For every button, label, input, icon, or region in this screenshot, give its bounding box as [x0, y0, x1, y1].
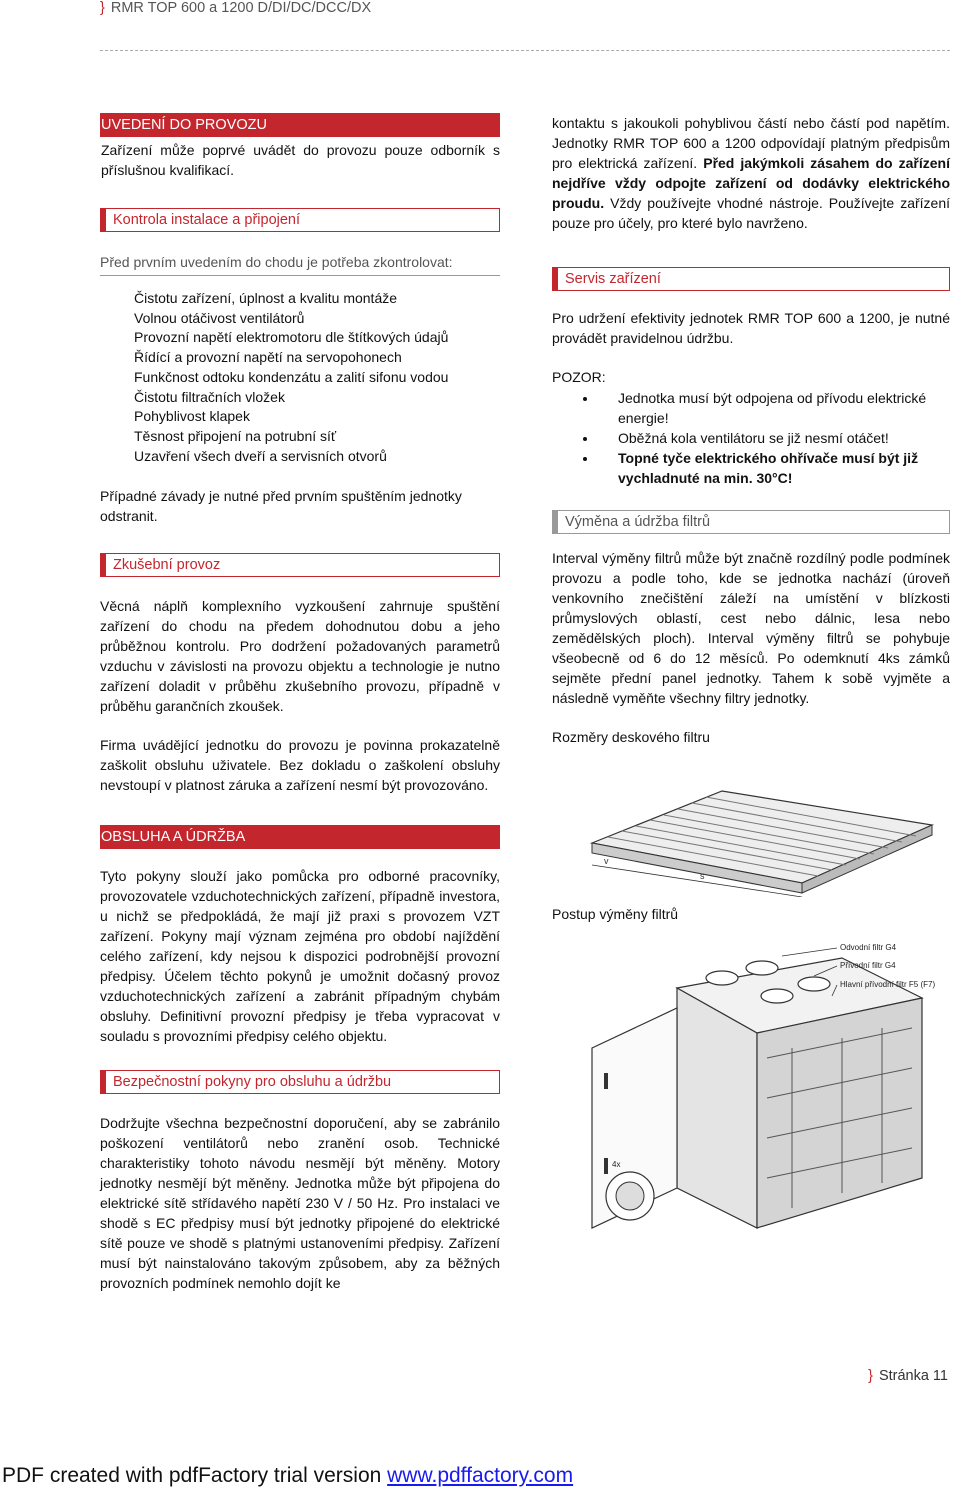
service-text: Pro udržení efektivity jednotek RMR TOP 600 a 1200, je nutné provádět pravidelnou údržbu. [552, 310, 950, 346]
pdf-footer-text: PDF created with pdfFactory trial version [2, 1464, 388, 1487]
filter-exchange-text: Interval výměny filtrů může být značně rozdílný podle podmínek provozu a podle toho, kde se jednotka nachází (úroveň venkovního znečištění záleží na umístění v blízkosti průmyslových oblastí, cest nebo dálnic, lesa nebo zemědělských ploch). Interval výměny filtrů se pohybuje všeobecně od 6 do 12 měsíců. Po odemknutí 4ks zámků sejměte přední panel jednotky. Tahem k sobě vyjměte a následně vyměňte všechny filtry jednotky. [552, 550, 950, 706]
training-text: Firma uvádějící jednotku do provozu je povinna prokazatelně zaškolit obsluhu uživatele. Bez dokladu o zaškolení obsluhy nevstoupí v platnost záruka a zařízení nesmí být provozováno. [100, 737, 500, 794]
header-bracket: } [100, 0, 105, 16]
unit-drawing [552, 938, 950, 1238]
operation-maintenance-text: Tyto pokyny slouží jako pomůcka pro odborné pracovníky, provozovatele vzduchotechnických zařízení, případně investora, u nichž se předpokládá, že mají již praxi s provozem VZT zařízení. Pokyny mají význam zejména pro období najíždění celého zařízení, kdy nejsou k dispozici podrobnější provozní předpisy. Účelem těchto pokynů je umožnit dočasný provoz vzduchotechnických zařízení a zabránit případným chybám obsluhy. Definitivní provozní předpisy je třeba vypracovat v souladu s provozními předpisy celého objektu. [100, 868, 500, 1045]
page-number [868, 1368, 948, 1384]
right-column [552, 113, 950, 1238]
subheading-safety: Bezpečnostní pokyny pro obsluhu a údržbu [100, 1070, 500, 1094]
warning-item: • Topné tyče elektrického ohřívače musí být již vychladnuté na min. 30°C! [598, 448, 950, 488]
safety-text: Dodržujte všechna bezpečnostní doporučení, aby se zabránilo poškození ventilátorů nebo zranění osob. Technické charakteristiky tohoto návodu nesmějí být měněny. Motory jednotky nesmějí být měněny. Jednotka může být připojena do elektrické sítě střídavého napětí 230 V / 50 Hz. Pro instalaci ve shodě s EC předpisy musí být jednotky připojené do elektrické sítě pouze ve shodě s platnými ustanoveními předpisy. Zařízení musí být nainstalováno takovým způsobem, aby za běžných provozních podmínek nemohlo dojít ke [100, 1115, 500, 1292]
checklist-item: Řídící a provozní napětí na servopohonech [134, 349, 402, 366]
label-exhaust-filter: Odvodní filtr G4 [840, 943, 897, 952]
safety-warning-bold: Před jakýmkoli zásahem do zařízení nejdříve vždy odpojte zařízení od dodávky elektrického proudu. [552, 155, 950, 211]
section-heading-operation-maintenance: OBSLUHA A ÚDRŽBA [100, 825, 500, 849]
pdf-footer [2, 1464, 573, 1488]
plate-filter-figure [552, 785, 950, 897]
plate-filter-caption: Rozměry deskového filtru [552, 729, 710, 745]
checklist-item: Provozní napětí elektromotoru dle štítkových údajů [134, 329, 449, 346]
subheading-trial-operation: Zkušební provoz [100, 553, 500, 577]
safety-continuation [552, 113, 950, 233]
checklist-item: Funkčnost odtoku kondenzátu a zalití sifonu vodou [134, 368, 449, 385]
safety-continuation-end: Vždy používejte vhodné nástroje. Používejte zařízení pouze pro účely, pro které bylo navrženo. [552, 195, 950, 231]
warning-list [552, 388, 950, 488]
page-header [100, 0, 371, 16]
checklist-item: Uzavření všech dveří a servisních otvorů [134, 447, 387, 464]
page-number-text: Stránka 11 [878, 1368, 948, 1384]
trial-operation-text: Věcná náplň komplexního vyzkoušení zahrnuje spuštění zařízení do chodu na předem dohodnutou dobu a jeho průběžnou kontrolu. Pro dodržení požadovaných parametrů vzduchu v závislosti na provozu objektu a technologie je nutno zařízení doladit v průběhu zkušebního provozu, případně v průběhu garančních zkoušek. [100, 598, 500, 715]
installation-check-intro: Před prvním uvedením do chodu je potřeba zkontrolovat: [100, 252, 500, 276]
label-lock-count: 4x [612, 1160, 621, 1169]
plate-filter-drawing [552, 785, 950, 897]
label-main-supply-filter: Hlavní přívodní filtr F5 (F7) [840, 980, 936, 989]
warning-label: POZOR: [552, 369, 606, 385]
filter-exchange-caption: Postup výměny filtrů [552, 906, 679, 922]
dimension-label-s: s [700, 871, 705, 881]
pdf-footer-link[interactable]: www.pdffactory.com [387, 1464, 574, 1487]
dimension-label-v: v [604, 856, 609, 866]
checklist-item: Pohyblivost klapek [134, 408, 250, 425]
checklist-item: Volnou otáčivost ventilátorů [134, 309, 305, 326]
checklist-item: Čistotu zařízení, úplnost a kvalitu montáže [134, 290, 398, 306]
defects-note: Případné závady je nutné před prvním spuštěním jednotky odstranit. [100, 488, 462, 525]
warning-item: • Jednotka musí být odpojena od přívodu elektrické energie! [598, 388, 950, 428]
subheading-filter-exchange: Výměna a údržba filtrů [552, 510, 950, 534]
checklist-item: Těsnost připojení na potrubní síť [134, 427, 337, 444]
checklist-item: Čistotu filtračních vložek [134, 388, 285, 405]
subheading-installation-check: Kontrola instalace a připojení [100, 208, 500, 232]
left-column [100, 113, 500, 1293]
safety-continuation-text: kontaktu s jakoukoli pohyblivou částí nebo částí pod napětím. Jednotky RMR TOP 600 a 1200 odpovídají platným předpisům pro elektrická zařízení. [552, 115, 950, 171]
section-heading-commissioning: UVEDENÍ DO PROVOZU [100, 113, 500, 137]
checklist [100, 289, 500, 466]
subheading-service: Servis zařízení [552, 267, 950, 291]
label-supply-filter: Přívodní filtr G4 [840, 961, 896, 970]
header-divider [100, 50, 950, 51]
filter-exchange-figure [552, 938, 950, 1238]
commissioning-text: Zařízení může poprvé uvádět do provozu pouze odborník s příslušnou kvalifikací. [101, 142, 500, 178]
footer-bracket: } [868, 1368, 873, 1384]
warning-item: • Oběžná kola ventilátoru se již nesmí otáčet! [598, 428, 950, 448]
document-title: RMR TOP 600 a 1200 D/DI/DC/DCC/DX [110, 0, 372, 16]
